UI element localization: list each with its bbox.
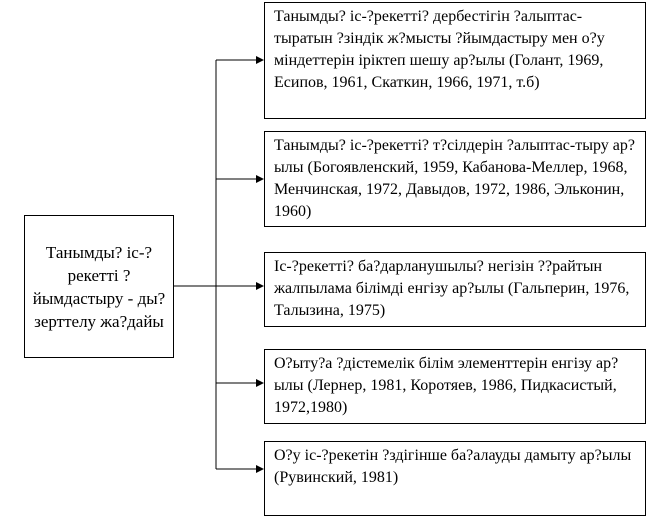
branch-box-2 <box>264 131 646 227</box>
branch-box-5 <box>264 441 646 516</box>
branch-text-5: О?у іс-?рекетін ?здігінше ба?алауды дамыту ар?ылы (Рувинский, 1981) <box>274 447 632 486</box>
branch-text-4: О?ыту?а ?дістемелік білім элементтерін енгізу ар?ылы (Лернер, 1981, Коротяев, 1986, Пидкасистый, 1972,1980) <box>274 355 619 416</box>
root-topic-box <box>24 215 174 358</box>
branch-text-1: Танымды? іс-?рекетті? дербестігін ?алыптас-тыратын ?зіндік ж?мысты ?йымдастыру мен о?у міндеттерін іріктеп шешу ар?ылы (Голант, 1969, Есипов, 1961, Скаткин, 1966, 1971, т.б) <box>274 8 605 91</box>
branch-box-3 <box>264 252 646 327</box>
branch-text-3: Іс-?рекетті? ба?дарланушылы? негізін ??райтын жалпылама білімді енгізу ар?ылы (Гальперин, 1976, Талызина, 1975) <box>274 258 630 319</box>
root-topic-text: Танымды? іс-?рекетті ?йымдастыру - ды? зерттелу жа?дайы <box>32 242 166 331</box>
branch-box-1 <box>264 2 646 119</box>
branch-box-4 <box>264 349 646 424</box>
branch-text-2: Танымды? іс-?рекетті? т?сілдерін ?алыптас-тыру ар?ылы (Богоявленский, 1959, Кабанова-Меллер, 1968, Менчинская, 1972, Давыдов, 1972, 1986, Эльконин, 1960) <box>274 137 635 220</box>
